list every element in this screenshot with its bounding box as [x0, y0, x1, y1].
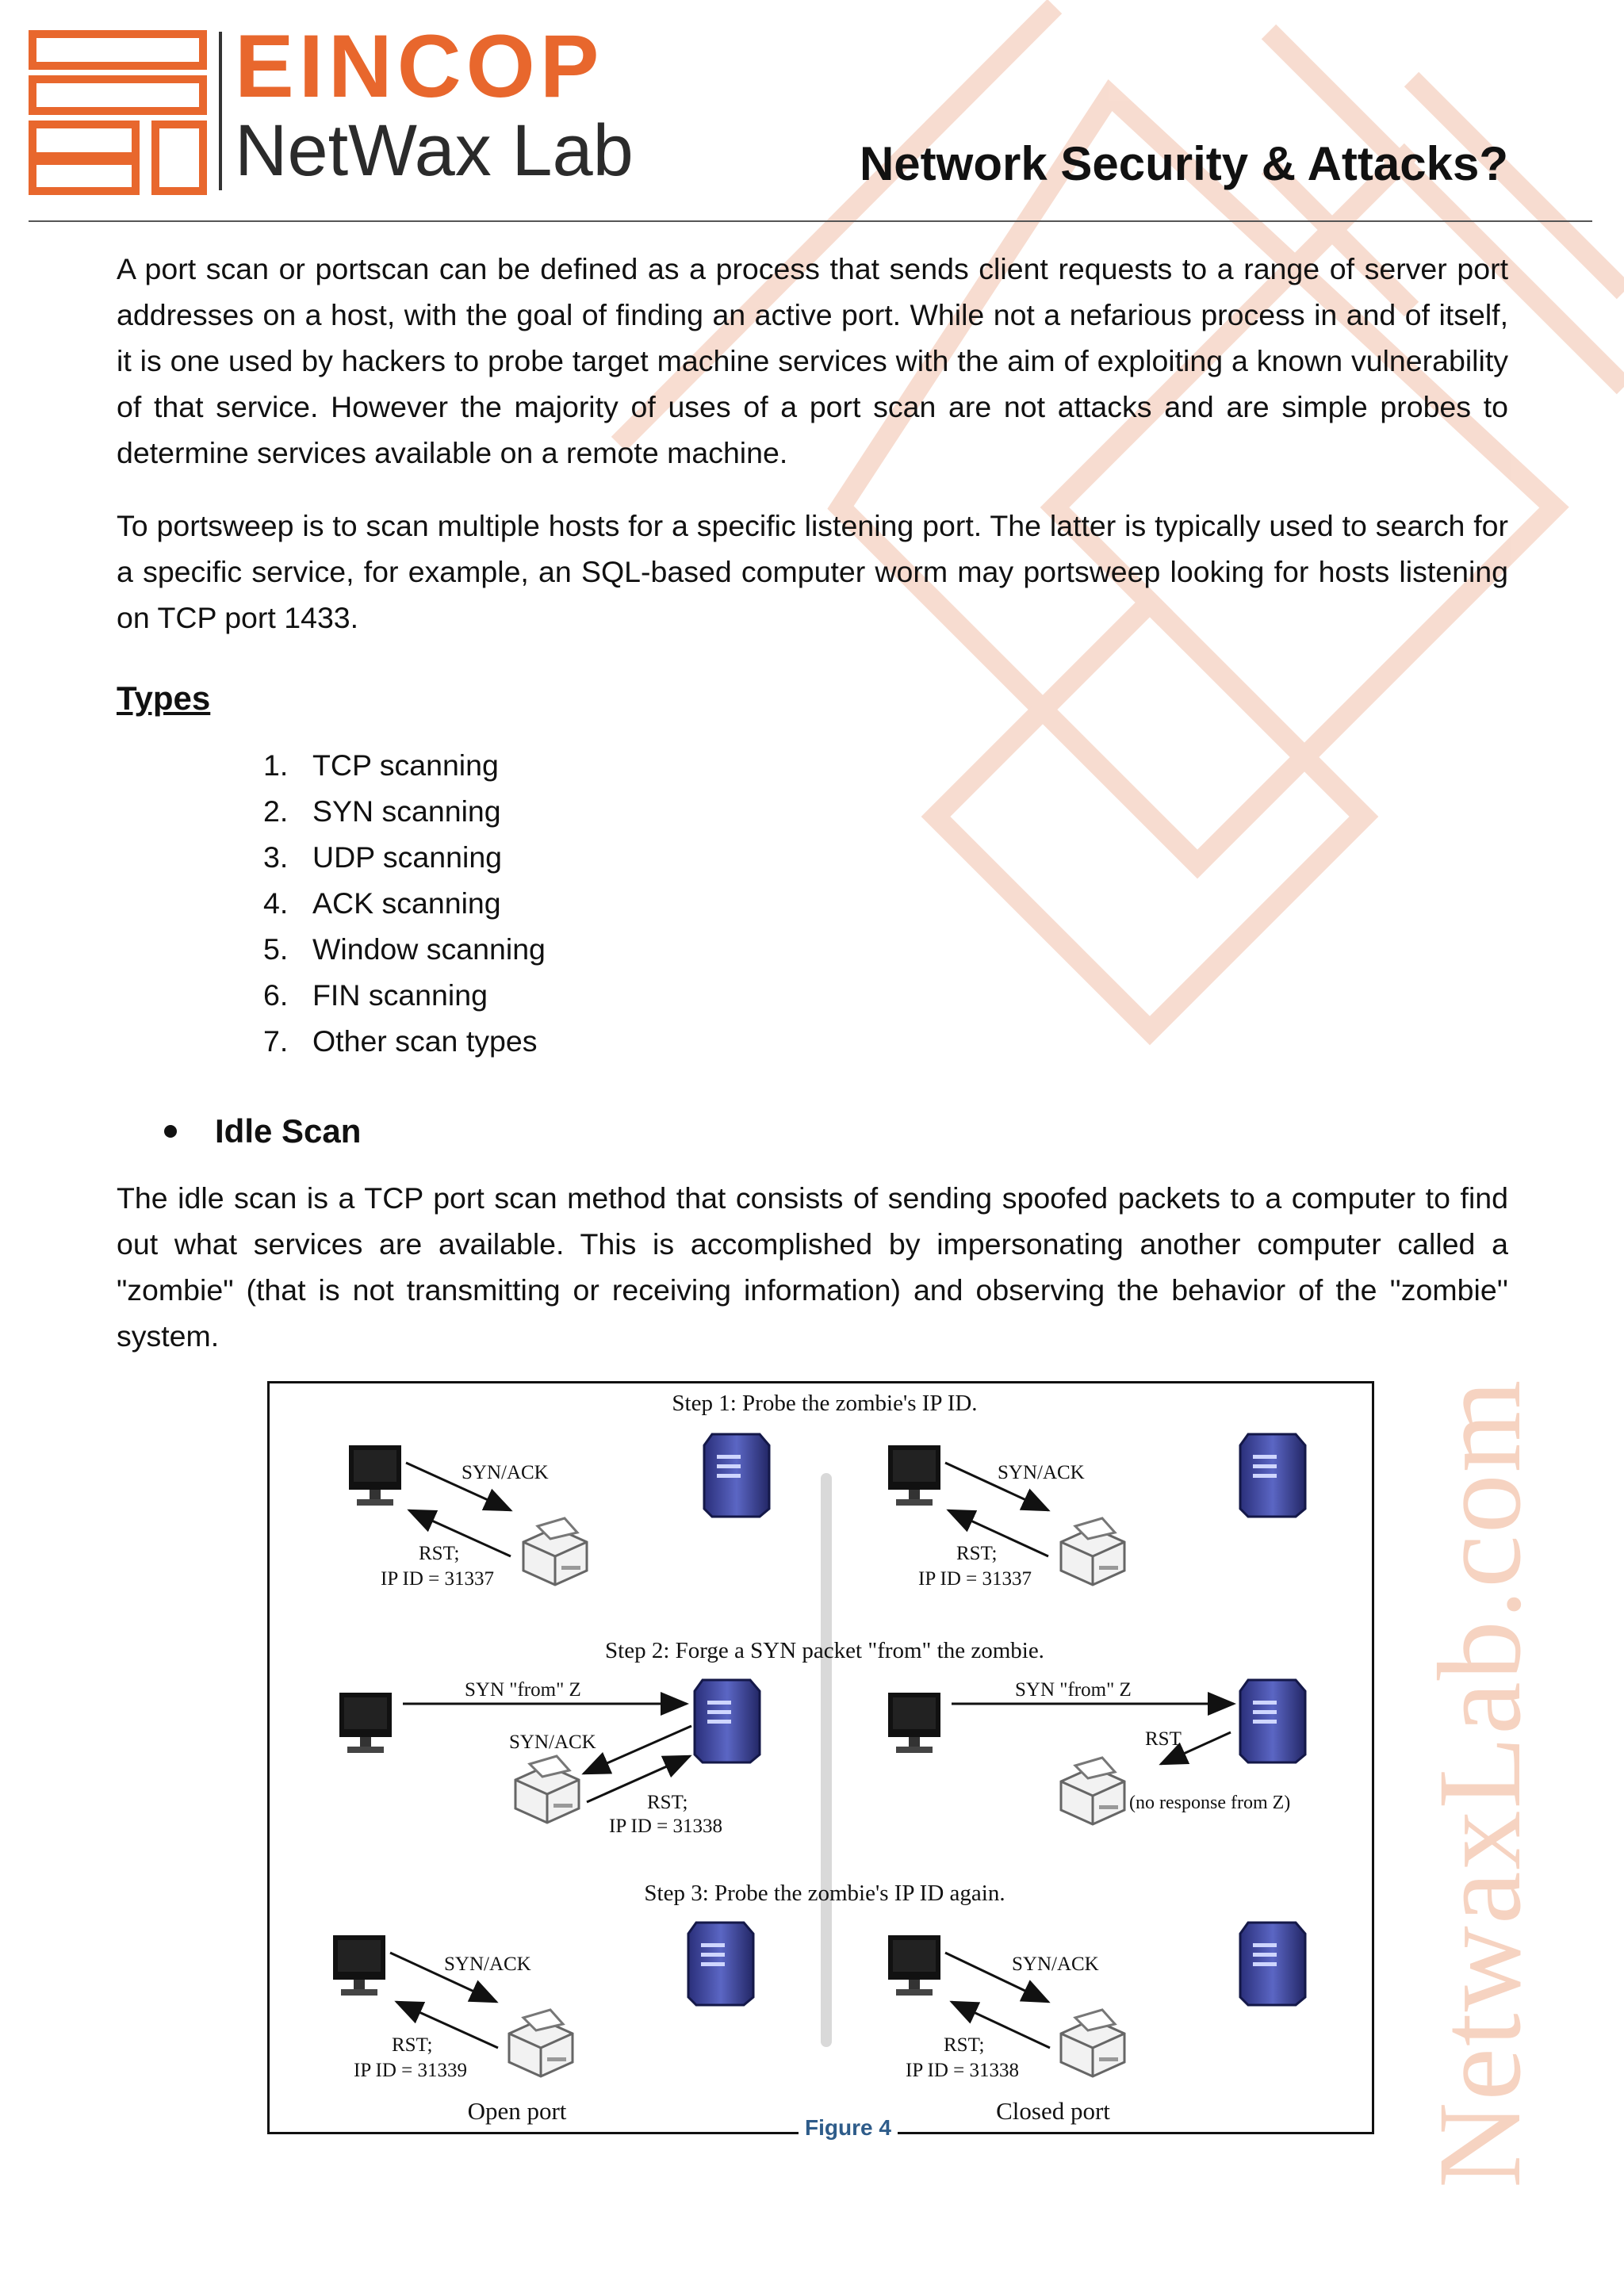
step3-open-rst-label: RST;: [392, 2034, 433, 2056]
step2-open-rst-label: RST;: [647, 1792, 688, 1813]
zombie-server-icon: [695, 1680, 760, 1762]
list-item: 4. ACK scanning: [263, 886, 501, 920]
header-divider: [29, 220, 1592, 222]
paragraph-portsweep: To portsweep is to scan multiple hosts for a specific listening port. The latter is typically used to search for a specific service, for example, an SQL-based computer worm may portsweep looking for hosts listening on TCP port 1433.: [117, 509, 1508, 634]
page-title: Network Security & Attacks?: [859, 137, 1508, 190]
step2-open-ipid-label: IP ID = 31338: [609, 1816, 723, 1837]
target-printer-icon: [515, 1756, 579, 1823]
types-list: [117, 742, 1508, 1064]
brand-name: [235, 17, 634, 191]
step1-open-ipid-label: IP ID = 31337: [381, 1568, 495, 1590]
attacker-computer-icon: [339, 1693, 392, 1753]
step2-closed-syn-label: SYN "from" Z: [1015, 1679, 1132, 1701]
step-2-title: Step 2: Forge a SYN packet "from" the zombie.: [605, 1638, 1044, 1663]
step1-closed-synack-label: SYN/ACK: [998, 1462, 1085, 1483]
brand-divider: [219, 32, 222, 190]
step3-open-synack-label: SYN/ACK: [444, 1954, 531, 1975]
paragraph-idle-scan: The idle scan is a TCP port scan method that consists of sending spoofed packets to a computer to find out what services are available. This is accomplished by impersonating another computer called a "zombie" (that is not transmitting or receiving information) and observing the behavior of the ''zombie'' system.: [117, 1181, 1508, 1353]
step3-open-ipid-label: IP ID = 31339: [354, 2060, 468, 2081]
step3-closed-rst-label: RST;: [944, 2034, 985, 2056]
step1-open-rst-label: RST;: [419, 1543, 460, 1564]
zombie-printer-icon: [1061, 2010, 1124, 2076]
target-server-icon: [1240, 1434, 1305, 1517]
zombie-server-icon: [1240, 1680, 1305, 1762]
step1-open-synack-label: SYN/ACK: [462, 1462, 549, 1483]
open-port-label: Open port: [467, 2097, 567, 2125]
list-item: 5. Window scanning: [263, 932, 546, 966]
step2-open-syn-label: SYN "from" Z: [465, 1679, 581, 1701]
types-heading: Types: [117, 679, 211, 717]
zombie-printer-icon: [1061, 1518, 1124, 1585]
list-item: 7. Other scan types: [263, 1024, 538, 1058]
attacker-computer-icon: [888, 1445, 940, 1506]
step3-closed-ipid-label: IP ID = 31338: [906, 2060, 1020, 2081]
step-3-title: Step 3: Probe the zombie's IP ID again.: [644, 1881, 1005, 1906]
list-item: 3. UDP scanning: [263, 840, 503, 874]
zombie-server-icon: [1240, 1923, 1305, 2005]
target-server-icon: [704, 1434, 769, 1517]
zombie-server-icon: [688, 1923, 753, 2005]
step-1-title: Step 1: Probe the zombie's IP ID.: [672, 1391, 978, 1416]
document-body: [117, 246, 1508, 1386]
brand-name-bottom: NetWax Lab: [235, 110, 634, 191]
list-item: 1. TCP scanning: [263, 748, 499, 782]
step1-closed-rst-label: RST;: [956, 1543, 998, 1564]
attacker-computer-icon: [333, 1935, 385, 1996]
target-printer-icon: [1061, 1758, 1124, 1824]
idle-scan-figure: [267, 1381, 1374, 2134]
attacker-computer-icon: [888, 1693, 940, 1753]
idle-scan-heading: Idle Scan: [164, 1108, 1508, 1154]
watermark-text: NetwaxLab.com: [1414, 1378, 1545, 2188]
brand-name-top: EINCOP: [235, 17, 604, 116]
step3-closed-synack-label: SYN/ACK: [1012, 1954, 1099, 1975]
zombie-printer-icon: [523, 1518, 587, 1585]
list-item: 2. SYN scanning: [263, 794, 501, 828]
step1-closed-ipid-label: IP ID = 31337: [918, 1568, 1032, 1590]
closed-port-label: Closed port: [996, 2097, 1110, 2125]
zombie-printer-icon: [509, 2010, 573, 2076]
attacker-computer-icon: [349, 1445, 401, 1506]
brand-logo-icon: [29, 30, 211, 197]
attacker-computer-icon: [888, 1935, 940, 1996]
figure-caption: Figure 4: [799, 2112, 898, 2144]
step2-open-synack-label: SYN/ACK: [509, 1732, 596, 1753]
step2-closed-noresp-label: (no response from Z): [1129, 1793, 1291, 1813]
bullet-icon: [164, 1125, 177, 1138]
list-item: 6. FIN scanning: [263, 978, 488, 1012]
step2-closed-rst-label: RST: [1145, 1728, 1182, 1750]
paragraph-port-scan: A port scan or portscan can be defined as a process that sends client requests to a range of server port addresses on a host, with the goal of finding an active port. While not a nefarious process in and of itself, it is one used by hackers to probe target machine services with the aim of exploiting a known vulnerability of that service. However the majority of uses of a port scan are not attacks and are simple probes to determine services available on a remote machine.: [117, 252, 1508, 469]
